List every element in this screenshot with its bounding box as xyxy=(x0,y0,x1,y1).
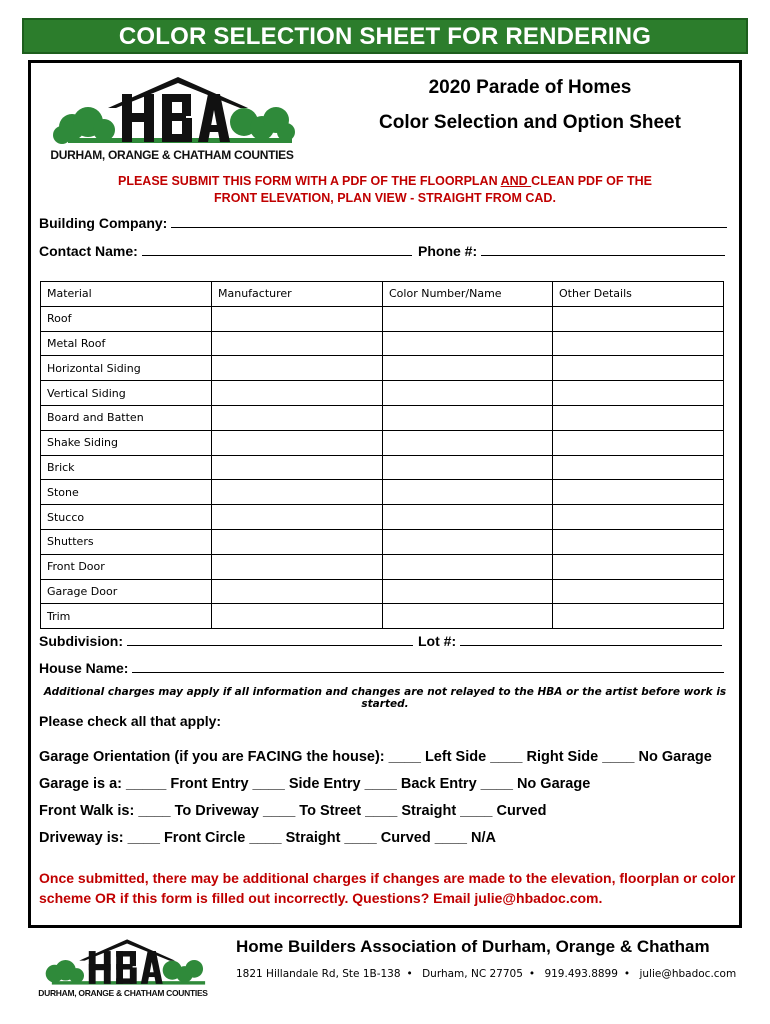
color-cell[interactable] xyxy=(383,430,553,455)
details-cell[interactable] xyxy=(553,356,724,381)
table-row xyxy=(41,529,724,554)
footer-address: 1821 Hillandale Rd, Ste 1B-138 xyxy=(236,968,401,980)
table-row xyxy=(41,480,724,505)
manufacturer-cell[interactable] xyxy=(212,480,383,505)
table-row xyxy=(41,356,724,381)
material-cell: Shake Siding xyxy=(41,430,212,455)
table-row xyxy=(41,306,724,331)
footer-logo-graphic xyxy=(34,936,212,988)
material-cell: Shutters xyxy=(41,529,212,554)
details-cell[interactable] xyxy=(553,554,724,579)
color-cell[interactable] xyxy=(383,306,553,331)
color-cell[interactable] xyxy=(383,405,553,430)
color-cell[interactable] xyxy=(383,480,553,505)
trees-right-icon xyxy=(230,107,295,141)
logo-caption: DURHAM, ORANGE & CHATHAM COUNTIES xyxy=(50,148,294,162)
table-row xyxy=(41,505,724,530)
details-cell[interactable] xyxy=(553,381,724,406)
header-line-1: 2020 Parade of Homes xyxy=(428,77,632,98)
manufacturer-cell[interactable] xyxy=(212,455,383,480)
driveway-line[interactable]: Driveway is: ____ Front Circle ____ Straight ____ Curved ____ N/A xyxy=(39,830,496,846)
notice-line-2: FRONT ELEVATION, PLAN VIEW - STRAIGHT FROM CAD. xyxy=(214,191,556,205)
manufacturer-cell[interactable] xyxy=(212,381,383,406)
lot-input[interactable] xyxy=(460,632,722,646)
details-cell[interactable] xyxy=(553,505,724,530)
phone-field[interactable] xyxy=(418,242,725,259)
notice-and-emphasis: AND xyxy=(500,174,532,188)
color-cell[interactable] xyxy=(383,604,553,629)
manufacturer-cell[interactable] xyxy=(212,331,383,356)
subdivision-field[interactable] xyxy=(39,632,413,649)
details-cell[interactable] xyxy=(553,480,724,505)
table-row xyxy=(41,331,724,356)
submission-warning: Once submitted, there may be additional charges if changes are made to the elevation, floorplan or color scheme OR if this form is filled out incorrectly. Questions? Email julie@hbadoc.com. xyxy=(39,870,736,906)
material-cell: Front Door xyxy=(41,554,212,579)
page-title: COLOR SELECTION SHEET FOR RENDERING xyxy=(118,23,652,50)
submission-notice xyxy=(40,173,730,207)
color-cell[interactable] xyxy=(383,455,553,480)
building-company-input[interactable] xyxy=(171,214,727,228)
footer-email[interactable]: julie@hbadoc.com xyxy=(639,968,737,980)
material-cell: Stucco xyxy=(41,505,212,530)
details-cell[interactable] xyxy=(553,529,724,554)
manufacturer-cell[interactable] xyxy=(212,405,383,430)
footer-org-name: Home Builders Association of Durham, Orange & Chatham xyxy=(236,937,710,956)
footer-house-letters-icon xyxy=(89,951,163,984)
manufacturer-cell[interactable] xyxy=(212,529,383,554)
header-manufacturer: Manufacturer xyxy=(212,282,383,307)
footer-hba-logo xyxy=(34,936,212,1002)
table-row xyxy=(41,381,724,406)
subdivision-input[interactable] xyxy=(127,632,413,646)
material-cell: Roof xyxy=(41,306,212,331)
material-cell: Board and Batten xyxy=(41,405,212,430)
footer-logo-caption: DURHAM, ORANGE & CHATHAM COUNTIES xyxy=(38,988,208,998)
table-row xyxy=(41,554,724,579)
manufacturer-cell[interactable] xyxy=(212,356,383,381)
details-cell[interactable] xyxy=(553,579,724,604)
front-walk-line[interactable]: Front Walk is: ____ To Driveway ____ To Street ____ Straight ____ Curved xyxy=(39,803,547,819)
color-cell[interactable] xyxy=(383,579,553,604)
materials-table xyxy=(40,281,724,629)
material-cell: Garage Door xyxy=(41,579,212,604)
manufacturer-cell[interactable] xyxy=(212,579,383,604)
footer-bullet: • xyxy=(528,968,536,980)
title-banner xyxy=(22,18,748,54)
header-material: Material xyxy=(41,282,212,307)
footer-bullet: • xyxy=(623,968,631,980)
material-cell: Stone xyxy=(41,480,212,505)
phone-input[interactable] xyxy=(481,242,725,256)
lot-label: Lot #: xyxy=(418,633,457,649)
garage-orientation-line[interactable]: Garage Orientation (if you are FACING the house): ____ Left Side ____ Right Side ____ No Garage xyxy=(39,749,712,765)
contact-name-input[interactable] xyxy=(142,242,412,256)
details-cell[interactable] xyxy=(553,306,724,331)
details-cell[interactable] xyxy=(553,455,724,480)
phone-label: Phone #: xyxy=(418,243,478,259)
house-name-input[interactable] xyxy=(132,659,724,673)
additional-charges-note: Additional charges may apply if all information and changes are not relayed to the HBA or the artist before work is started. xyxy=(43,686,727,710)
details-cell[interactable] xyxy=(553,430,724,455)
material-cell: Brick xyxy=(41,455,212,480)
lot-field[interactable] xyxy=(418,632,722,649)
material-cell: Metal Roof xyxy=(41,331,212,356)
manufacturer-cell[interactable] xyxy=(212,306,383,331)
building-company-label: Building Company: xyxy=(39,215,168,231)
manufacturer-cell[interactable] xyxy=(212,505,383,530)
manufacturer-cell[interactable] xyxy=(212,430,383,455)
color-cell[interactable] xyxy=(383,554,553,579)
color-cell[interactable] xyxy=(383,529,553,554)
details-cell[interactable] xyxy=(553,331,724,356)
contact-name-label: Contact Name: xyxy=(39,243,138,259)
material-cell: Trim xyxy=(41,604,212,629)
color-cell[interactable] xyxy=(383,356,553,381)
table-row xyxy=(41,430,724,455)
footer-bullet: • xyxy=(406,968,413,980)
footer-city: Durham, NC 27705 xyxy=(422,968,523,980)
material-cell: Vertical Siding xyxy=(41,381,212,406)
details-cell[interactable] xyxy=(553,405,724,430)
footer-phone: 919.493.8899 xyxy=(544,968,618,980)
header-color: Color Number/Name xyxy=(383,282,553,307)
table-row xyxy=(41,604,724,629)
contact-name-field[interactable] xyxy=(39,242,412,259)
color-cell[interactable] xyxy=(383,331,553,356)
house-name-label: House Name: xyxy=(39,660,129,676)
manufacturer-cell[interactable] xyxy=(212,604,383,629)
material-cell: Horizontal Siding xyxy=(41,356,212,381)
building-company-field[interactable] xyxy=(39,214,727,231)
manufacturer-cell[interactable] xyxy=(212,554,383,579)
table-row xyxy=(41,455,724,480)
color-cell[interactable] xyxy=(383,381,553,406)
check-all-heading: Please check all that apply: xyxy=(39,713,222,729)
header-other-details: Other Details xyxy=(553,282,724,307)
garage-type-line[interactable]: Garage is a: _____ Front Entry ____ Side Entry ____ Back Entry ____ No Garage xyxy=(39,776,591,792)
table-row xyxy=(41,579,724,604)
hba-logo-graphic xyxy=(48,72,296,148)
table-header-row xyxy=(41,282,724,307)
notice-line-1: PLEASE SUBMIT THIS FORM WITH A PDF OF THE FLOORPLAN AND CLEAN PDF OF THE xyxy=(117,174,653,188)
details-cell[interactable] xyxy=(553,604,724,629)
house-letters-icon xyxy=(122,94,230,142)
table-row xyxy=(41,405,724,430)
color-cell[interactable] xyxy=(383,505,553,530)
subdivision-label: Subdivision: xyxy=(39,633,123,649)
hba-logo xyxy=(48,72,296,166)
footer-contact-line xyxy=(236,968,742,980)
header-line-2: Color Selection and Option Sheet xyxy=(379,112,681,133)
house-name-field[interactable] xyxy=(39,659,724,676)
